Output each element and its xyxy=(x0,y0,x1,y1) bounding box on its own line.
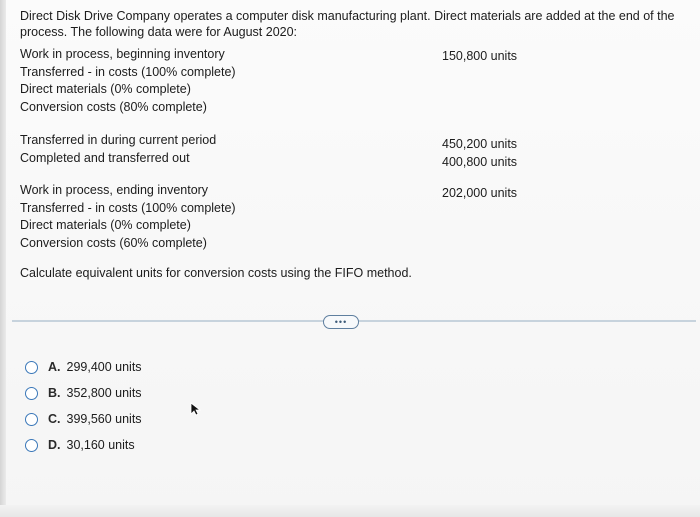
option-c-letter: C. xyxy=(48,412,61,426)
radio-a-icon[interactable] xyxy=(25,361,38,374)
period-block xyxy=(20,132,216,167)
option-c[interactable] xyxy=(25,406,142,432)
wip-begin-direct-materials: Direct materials (0% complete) xyxy=(20,82,191,96)
transferred-in-value: 450,200 units xyxy=(442,137,518,151)
completed-out-label: Completed and transferred out xyxy=(20,150,190,165)
wip-end-block xyxy=(20,182,236,252)
completed-out-value: 400,800 units xyxy=(442,155,518,169)
radio-c-icon[interactable] xyxy=(25,413,38,426)
transferred-in-label: Transferred in during current period xyxy=(20,133,217,147)
wip-end-transferred-in: Transferred - in costs (100% complete) xyxy=(20,200,236,215)
wip-end-label: Work in process, ending inventory xyxy=(20,183,209,197)
option-d-text: 30,160 units xyxy=(66,438,135,452)
option-a[interactable] xyxy=(25,354,142,380)
wip-begin-block xyxy=(20,46,236,116)
mouse-pointer-icon xyxy=(190,402,202,416)
wip-end-value: 202,000 units xyxy=(442,186,518,200)
option-a-text: 299,400 units xyxy=(66,360,142,374)
option-c-text: 399,560 units xyxy=(66,412,142,426)
answer-options xyxy=(25,354,142,458)
wip-end-direct-materials: Direct materials (0% complete) xyxy=(20,218,191,232)
wip-begin-value: 150,800 units xyxy=(442,49,518,63)
wip-begin-label: Work in process, beginning inventory xyxy=(20,47,225,61)
question-text: Calculate equivalent units for conversion costs using the FIFO method. xyxy=(20,266,412,280)
wip-begin-conversion: Conversion costs (80% complete) xyxy=(20,99,207,114)
wip-begin-transferred-in: Transferred - in costs (100% complete) xyxy=(20,64,236,79)
left-border xyxy=(0,0,6,517)
wip-end-conversion: Conversion costs (60% complete) xyxy=(20,235,207,250)
option-b-text: 352,800 units xyxy=(66,386,142,400)
option-d[interactable] xyxy=(25,432,142,458)
radio-d-icon[interactable] xyxy=(25,439,38,452)
more-options-button[interactable]: ••• xyxy=(323,315,359,329)
problem-intro: Direct Disk Drive Company operates a computer disk manufacturing plant. Direct materials are added at the end of the process. The following data were for August 2020: xyxy=(20,9,675,39)
radio-b-icon[interactable] xyxy=(25,387,38,400)
option-b-letter: B. xyxy=(48,386,61,400)
bottom-border xyxy=(0,505,700,517)
period-values xyxy=(442,135,517,171)
option-d-letter: D. xyxy=(48,438,61,452)
option-b[interactable] xyxy=(25,380,142,406)
option-a-letter: A. xyxy=(48,360,61,374)
